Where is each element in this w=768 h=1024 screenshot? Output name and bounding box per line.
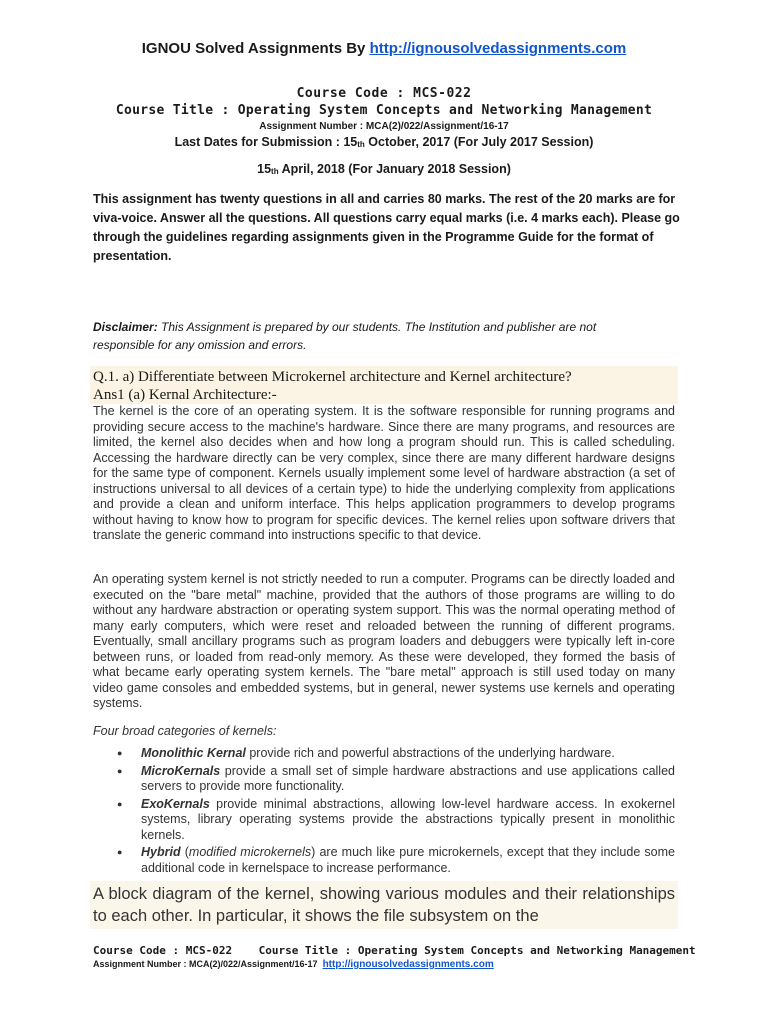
- block-diagram-text: A block diagram of the kernel, showing various modules and their relationships to each other. In particular, it shows the file subsystem on the: [93, 885, 675, 925]
- paragraph-1: The kernel is the core of an operating system. It is the software responsible for running programs and providing secure access to the machine's hardware. Since there are many programs, and resources are limited, the kernel also decides when and how long a program should run. This is called scheduling. Accessing the hardware directly can be very complex, since there are many different hardware designs for the same type of component. Kernels usually implement some level of hardware abstraction (a set of instructions universal to all devices of a certain type) to hide the underlying complexity from applications and provide a clean and uniform interface. This helps application programmers to develop programs without having to know how to program for specific devices. The kernel relies upon software drivers that translate the generic command into instructions specific to that device.: [93, 404, 675, 542]
- disclaimer-label: Disclaimer:: [93, 320, 158, 334]
- list-item: [117, 797, 675, 844]
- last-dates-suffix: th: [357, 140, 365, 149]
- footer-course-title: Course Title : Operating System Concepts and Networking Management: [258, 944, 696, 957]
- last-dates-text-2: October, 2017 (For July 2017 Session): [364, 135, 594, 149]
- question-block: [93, 368, 572, 404]
- list-desc: provide a small set of simple hardware abstractions and use applications called servers to provide more functionality.: [141, 763, 675, 793]
- list-item: [117, 746, 675, 762]
- paragraph-2: An operating system kernel is not strictly needed to run a computer. Programs can be directly loaded and executed on the "bare metal" machine, provided that the authors of those programs are willing to do without any hardware abstraction or operating system support. This was the normal operating method of many early computers, which were reset and reloaded between the running of different programs. Eventually, small ancillary programs such as program loaders and debuggers were typically left in-core between runs, or loaded from read-only memory. As these were developed, they formed the basis of what became early operating system kernels. The "bare metal" approach is still used today on many video game consoles and embedded systems, but in general, newer systems use kernels and operating systems.: [93, 572, 675, 710]
- second-date-text: April, 2018 (For January 2018 Session): [278, 162, 511, 176]
- categories-heading: Four broad categories of kernels:: [93, 724, 277, 738]
- assignment-number: Assignment Number : MCA(2)/022/Assignment/16-17: [259, 121, 509, 132]
- footer-line-2: [93, 959, 494, 970]
- disclaimer-text: This Assignment is prepared by our students. The Institution and publisher are not responsible for any omission and errors.: [93, 320, 597, 352]
- list-term-note: modified microkernels: [188, 845, 312, 859]
- footer-assignment-number: Assignment Number : MCA(2)/022/Assignment/16-17: [93, 959, 318, 969]
- second-date: [0, 162, 768, 176]
- course-title: Course Title : Operating System Concepts and Networking Management: [115, 103, 653, 118]
- list-desc: provide rich and powerful abstractions of the underlying hardware.: [245, 746, 615, 760]
- last-dates-text: Last Dates for Submission : 15: [174, 135, 358, 149]
- bullet-icon: ●: [117, 748, 123, 758]
- page-header: [0, 40, 768, 57]
- bullet-icon: ●: [117, 847, 123, 857]
- question-text: Q.1. a) Differentiate between Microkernel architecture and Kernel architecture?: [93, 369, 572, 385]
- intro-paragraph: This assignment has twenty questions in all and carries 80 marks. The rest of the 20 marks are for viva-voice. Answer all the questions. All questions carry equal marks (i.e. 4 marks each). Please go through the guidelines regarding assignments given in the Programme Guide for the format of presentation.: [93, 192, 680, 263]
- list-term: ExoKernals: [141, 796, 210, 811]
- list-term: Monolithic Kernal: [141, 746, 246, 760]
- second-date-suffix: th: [271, 167, 279, 176]
- list-item: [117, 764, 675, 795]
- list-term: Hybrid: [141, 845, 181, 859]
- header-prefix: IGNOU Solved Assignments By: [141, 40, 370, 57]
- list-term: MicroKernals: [141, 763, 221, 778]
- disclaimer: [93, 318, 653, 354]
- answer-heading: Ans1 (a) Kernal Architecture:-: [93, 387, 277, 403]
- list-desc: ) are much like pure microkernels, except that they include some additional code in kernelspace to increase performance.: [141, 845, 675, 875]
- second-date-day: 15: [257, 162, 272, 176]
- header-link[interactable]: http://ignousolvedassignments.com: [369, 40, 627, 57]
- list-desc: provide minimal abstractions, allowing low-level hardware access. In exokernel systems, library operating systems provide the abstractions typically present in monolithic kernels.: [141, 796, 675, 842]
- bullet-icon: ●: [117, 798, 123, 809]
- footer-course-code: Course Code : MCS-022: [93, 944, 233, 957]
- kernel-categories-list: [117, 746, 675, 878]
- footer-link[interactable]: http://ignousolvedassignments.com: [322, 959, 494, 970]
- course-code: Course Code : MCS-022: [296, 86, 472, 101]
- last-dates: [0, 135, 768, 149]
- footer-line-1: [93, 944, 696, 957]
- bullet-icon: ●: [117, 765, 123, 776]
- list-item: ● Hybrid (modified microkernels) are much like pure microkernels, except that they include some additional code in kernelspace to increase performance.: [117, 845, 675, 875]
